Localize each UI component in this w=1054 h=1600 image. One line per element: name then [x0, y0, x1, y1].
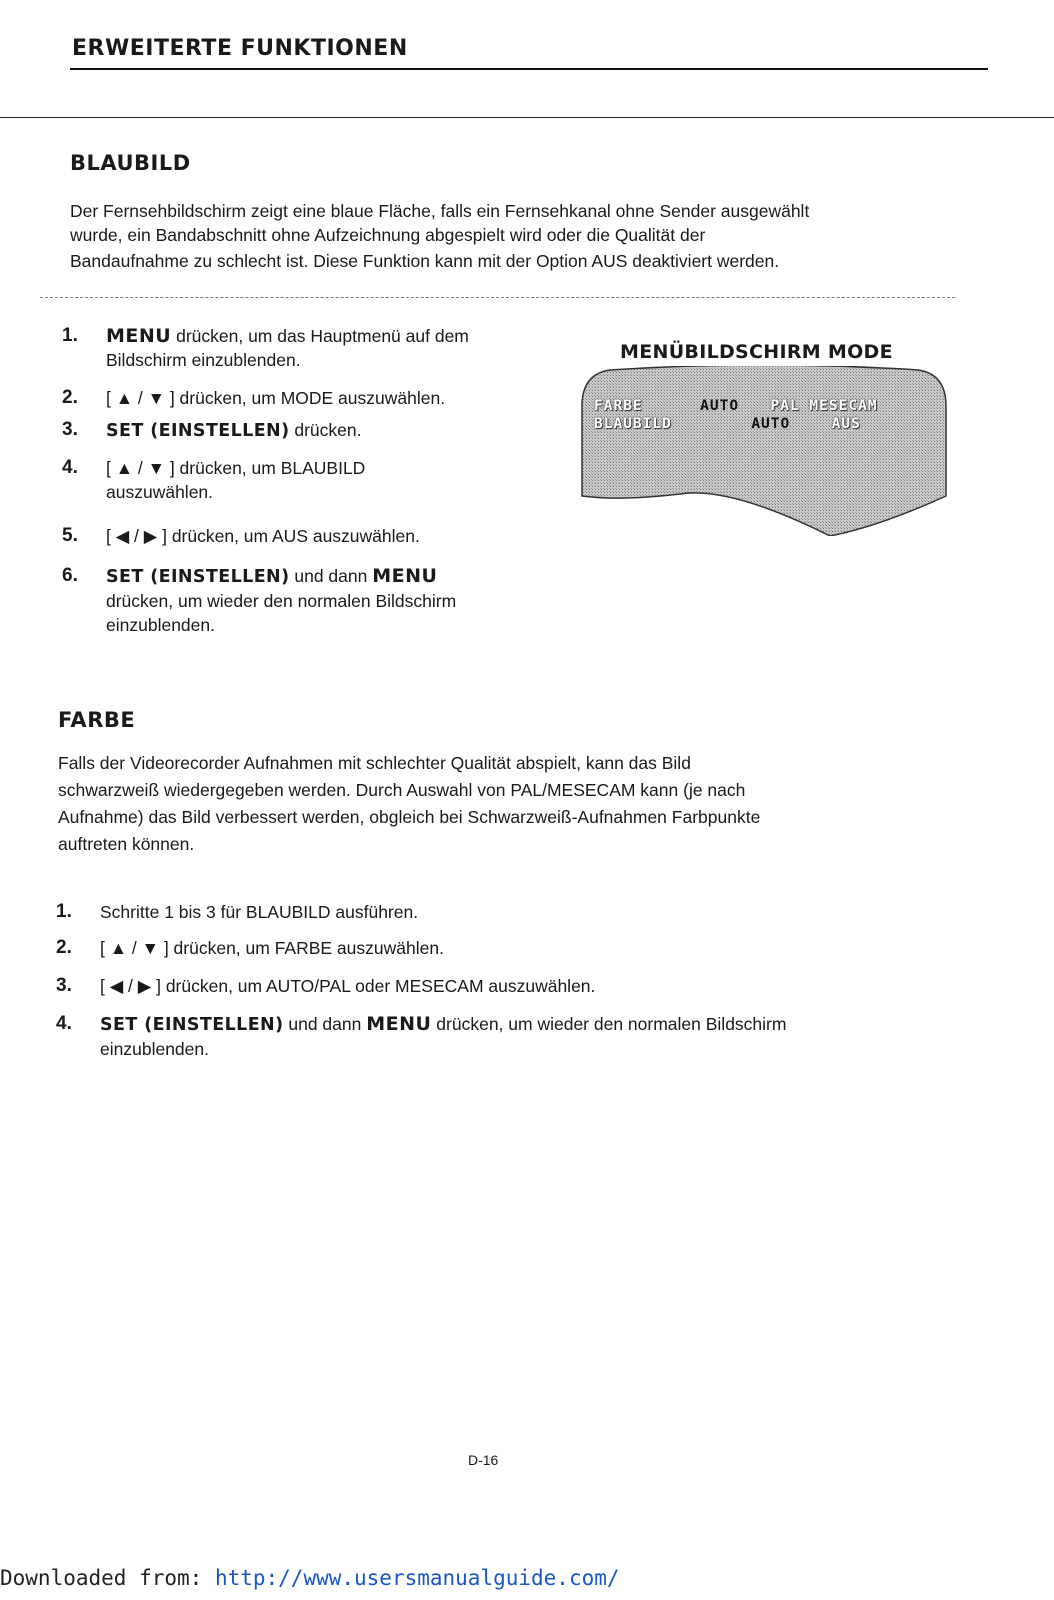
section-separator: [40, 297, 955, 298]
step-keyword: MENU: [106, 325, 172, 347]
footer-link[interactable]: http://www.usersmanualguide.com/: [214, 1566, 620, 1590]
divider-rule: [0, 117, 1054, 118]
step-keyword: MENU: [366, 1013, 432, 1035]
step-text: [ ▲ / ▼ ] drücken, um BLAUBILD: [106, 458, 366, 478]
step-text: und dann: [283, 1014, 367, 1034]
page-number: D-16: [468, 1452, 499, 1468]
step-keyword: SET (EINSTELLEN): [106, 567, 290, 587]
menu-row-label: FARBE: [594, 398, 643, 414]
farbe-paragraph-line: auftreten können.: [58, 834, 195, 854]
download-footer: [0, 1566, 620, 1590]
step-text: einzublenden.: [106, 615, 215, 635]
farbe-paragraph-line: Falls der Videorecorder Aufnahmen mit schlechter Qualität abspielt, kann das Bild: [58, 753, 691, 773]
farbe-paragraph-line: schwarzweiß wiedergegeben werden. Durch Auswahl von PAL/MESECAM kann (je nach: [58, 780, 746, 800]
page-header-title: ERWEITERTE FUNKTIONEN: [72, 36, 408, 61]
menu-row-farbe: [594, 398, 878, 414]
menu-row-label: BLAUBILD: [594, 416, 672, 432]
step-keyword: MENU: [372, 565, 438, 587]
menu-row-options: PAL MESECAM: [770, 398, 878, 414]
step-text: [ ◀ / ▶ ] drücken, um AUTO/PAL oder MESECAM auszuwählen.: [100, 976, 596, 996]
step-text: Schritte 1 bis 3 für BLAUBILD ausführen.: [100, 902, 419, 922]
step-number: 2.: [56, 937, 72, 958]
blaubild-paragraph-line: Der Fernsehbildschirm zeigt eine blaue Fläche, falls ein Fernsehkanal ohne Sender ausgewählt: [70, 201, 810, 221]
menu-row-option: AUS: [831, 416, 861, 432]
step-number: 4.: [56, 1013, 72, 1034]
step-number: 4.: [62, 457, 78, 478]
step-text: auszuwählen.: [106, 482, 214, 502]
step-number: 3.: [62, 419, 78, 440]
farbe-paragraph-line: Aufnahme) das Bild verbessert werden, obgleich bei Schwarzweiß-Aufnahmen Farbpunkte: [58, 807, 761, 827]
step-keyword: SET (EINSTELLEN): [106, 421, 290, 441]
menu-screen-title: MENÜBILDSCHIRM MODE: [620, 341, 893, 363]
menu-row-value: AUTO: [751, 416, 791, 432]
farbe-heading: FARBE: [58, 708, 136, 732]
step-text: drücken.: [289, 420, 362, 440]
blaubild-paragraph-line: Bandaufnahme zu schlecht ist. Diese Funktion kann mit der Option AUS deaktiviert werden.: [70, 251, 780, 271]
step-text: einzublenden.: [100, 1039, 209, 1059]
menu-row-blaubild: [594, 416, 861, 432]
header-rule: [70, 68, 988, 70]
menu-row-value: AUTO: [700, 398, 740, 414]
step-number: 1.: [62, 325, 78, 346]
step-text: drücken, um wieder den normalen Bildschirm: [106, 591, 457, 611]
farbe-paragraph: [58, 750, 958, 858]
step-text: [ ◀ / ▶ ] drücken, um AUS auszuwählen.: [106, 526, 420, 546]
footer-prefix: Downloaded from:: [0, 1566, 215, 1590]
farbe-steps: [56, 900, 956, 1070]
step-keyword: SET (EINSTELLEN): [100, 1015, 284, 1035]
step-text: drücken, um das Hauptmenü auf dem: [171, 326, 469, 346]
step-number: 6.: [62, 565, 78, 586]
step-number: 2.: [62, 387, 78, 408]
menu-screen-illustration: [580, 366, 948, 536]
step-text: [ ▲ / ▼ ] drücken, um MODE auszuwählen.: [106, 388, 446, 408]
blaubild-paragraph: [70, 196, 970, 276]
step-text: und dann: [289, 566, 373, 586]
step-number: 3.: [56, 975, 72, 996]
step-number: 5.: [62, 525, 78, 546]
step-text: drücken, um wieder den normalen Bildschirm: [431, 1014, 787, 1034]
blaubild-heading: BLAUBILD: [70, 151, 191, 175]
blaubild-paragraph-line: wurde, ein Bandabschnitt ohne Aufzeichnung abgespielt wird oder die Qualität der: [70, 225, 706, 245]
step-text: [ ▲ / ▼ ] drücken, um FARBE auszuwählen.: [100, 938, 444, 958]
step-number: 1.: [56, 901, 72, 922]
tv-screen-shape: [580, 366, 948, 536]
blaubild-steps: [62, 324, 572, 654]
step-text: Bildschirm einzublenden.: [106, 350, 301, 370]
